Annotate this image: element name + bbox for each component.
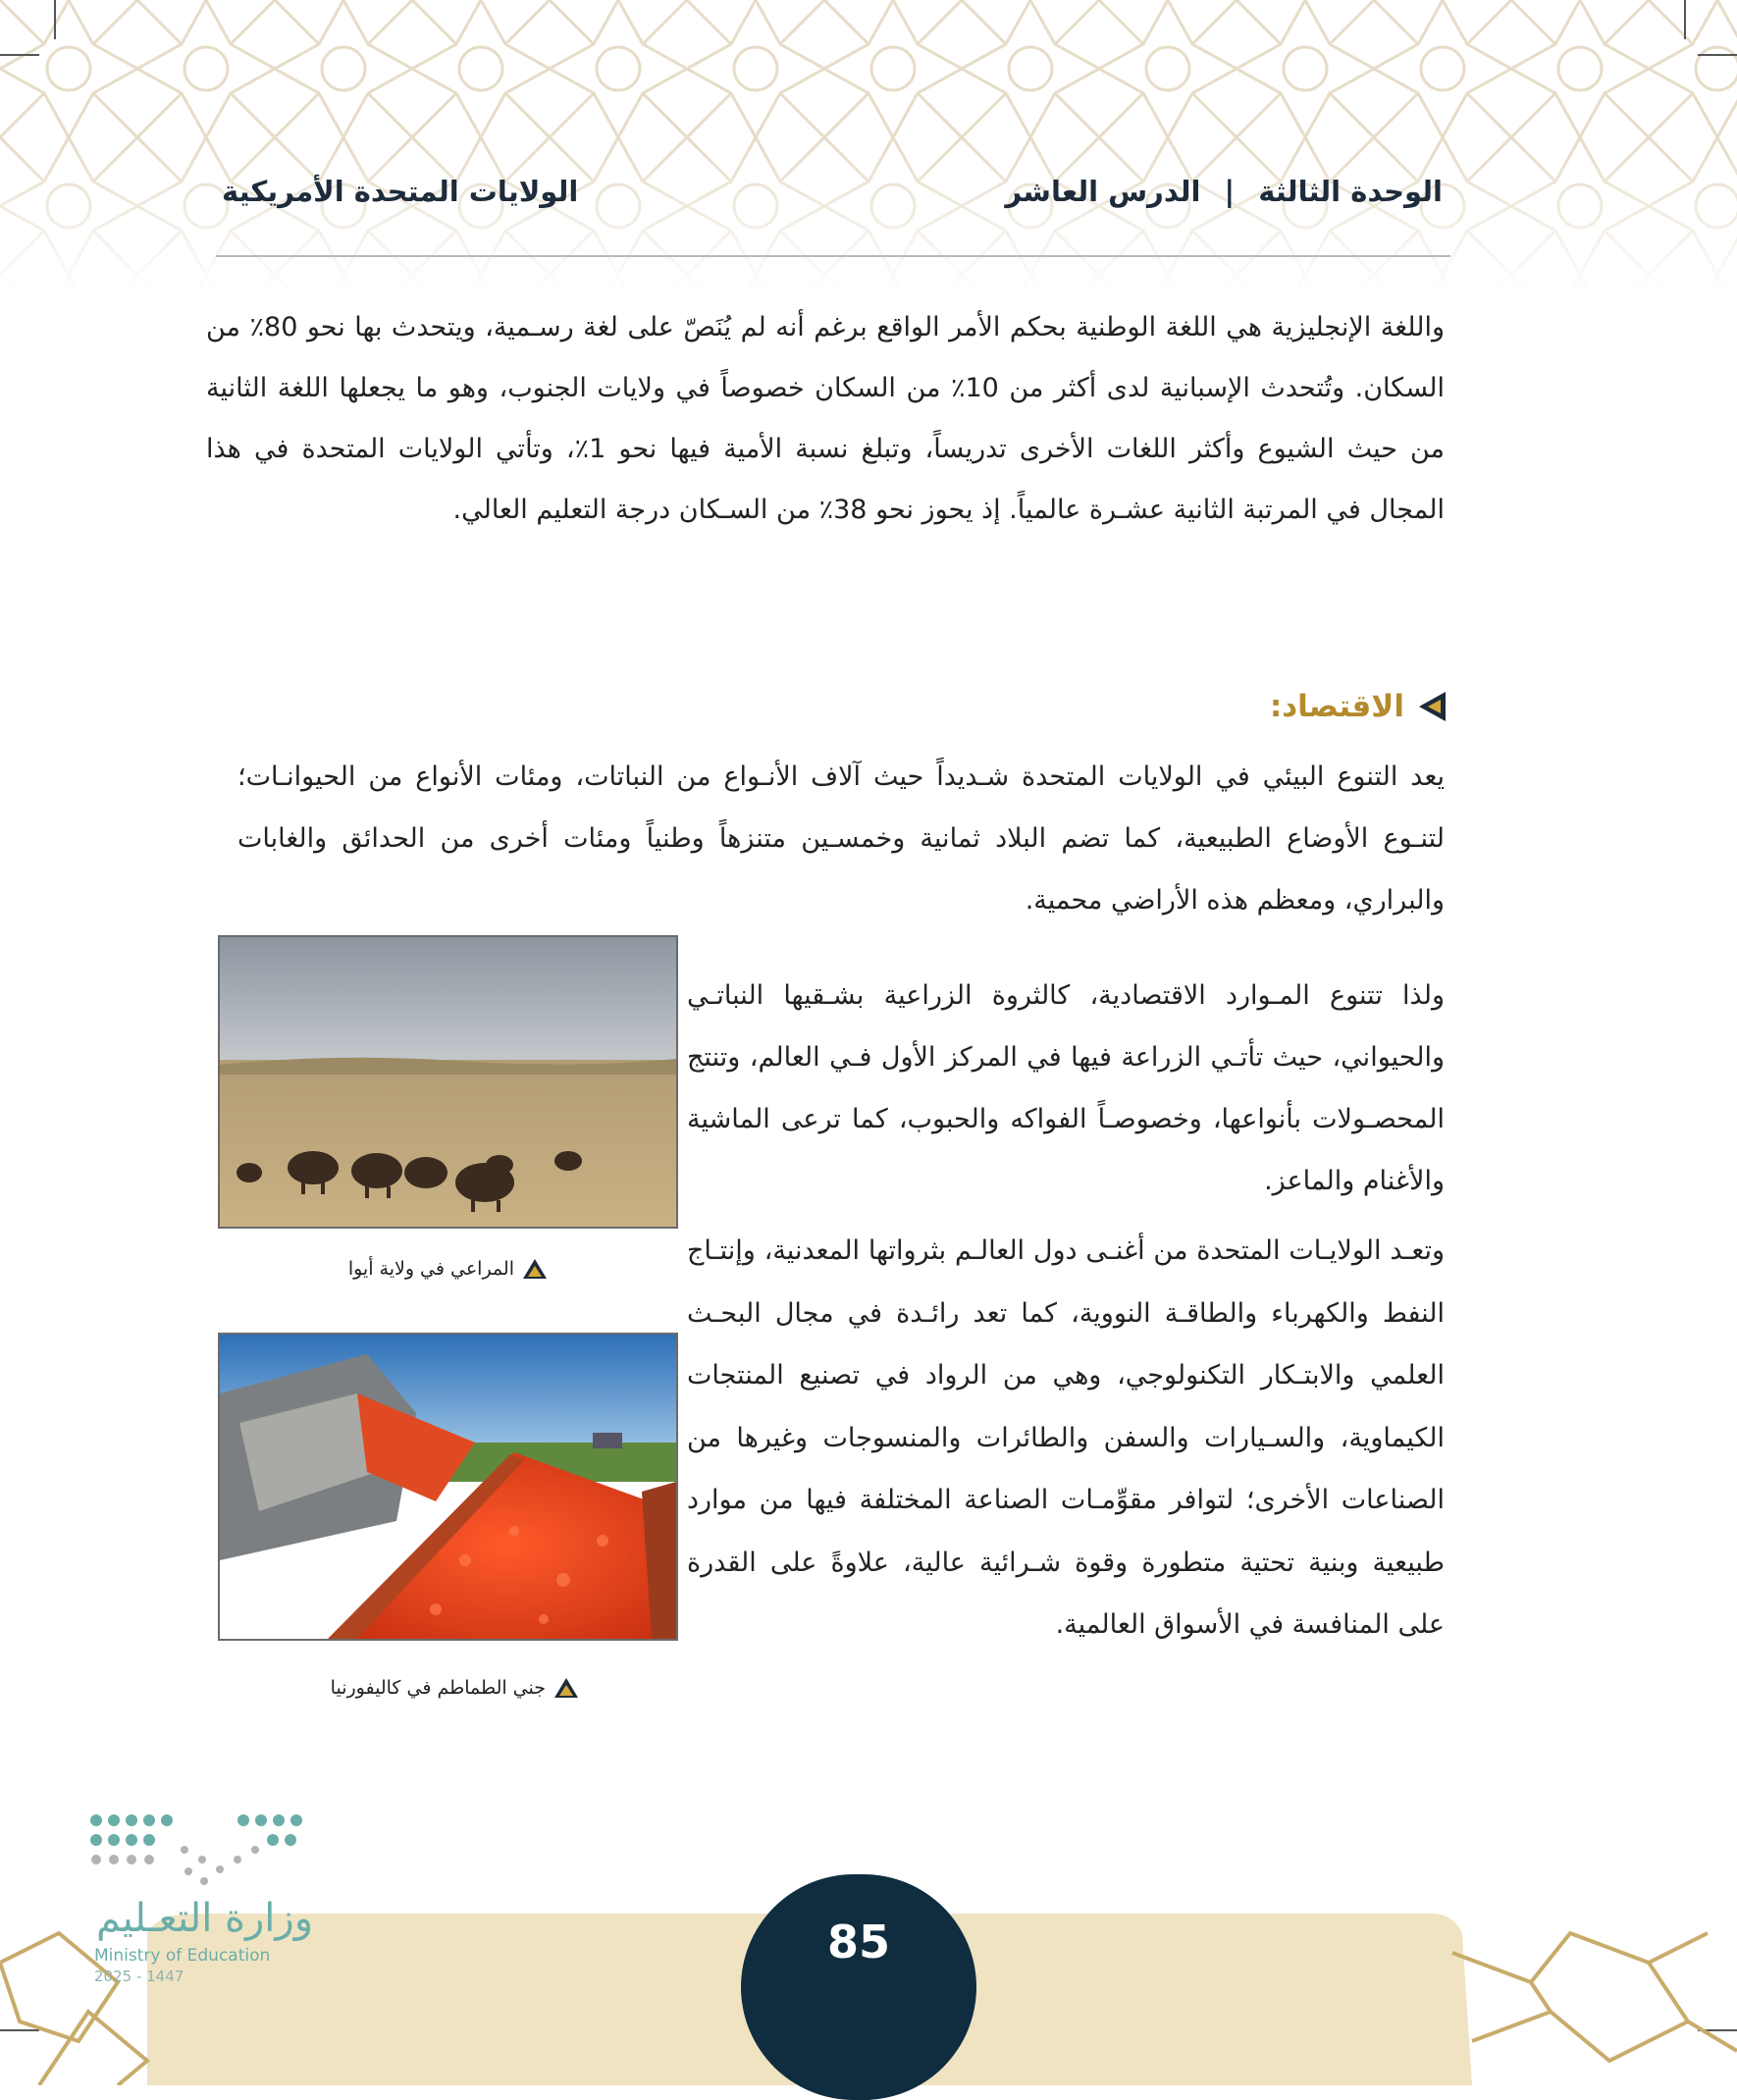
page-number-badge — [741, 1874, 976, 2100]
paragraph-languages: واللغة الإنجليزية هي اللغة الوطنية بحكم الأمر الواقع برغم أنه لم يُنَصّ على لغة رسـمية، ويتحدث بها نحو 80٪ من السكان. وتُتحدث الإسبانية لدى أكثر من 10٪ من السكان خصوصاً في ولايات الجنوب، وهو ما يجعلها اللغة الثانية من حيث الشيوع وأكثر اللغات الأخرى تدريساً، وتبلغ نسبة الأمية فيها نحو 1٪، وتأتي الولايات المتحدة في هذا المجال في المرتبة الثانية عشـرة عالمياً. إذ يحوز نحو 38٪ من السـكان درجة التعليم العالي. — [206, 312, 1446, 525]
section-heading — [1270, 689, 1448, 724]
caption-california-text: جني الطماطم في كاليفورنيا — [330, 1677, 546, 1699]
header-divider — [216, 255, 1450, 257]
caption-iowa-text: المراعي في ولاية أيوا — [347, 1258, 514, 1280]
top-decorative-pattern — [0, 0, 1737, 294]
section-title: الاقتصاد: — [1269, 689, 1404, 724]
header-title: الولايات المتحدة الأمريكية — [222, 175, 579, 208]
crop-mark — [1684, 0, 1686, 39]
ministry-name-english: Ministry of Education — [94, 1946, 271, 1966]
crop-mark — [1698, 54, 1737, 56]
caption-triangle-icon — [553, 1677, 579, 1699]
page-header — [216, 175, 1443, 222]
caption-iowa — [348, 1258, 548, 1280]
photo-california-tomatoes — [218, 1333, 678, 1641]
header-unit: الوحدة الثالثة — [1258, 175, 1443, 208]
ministry-name-arabic: وزارة التعـليم — [96, 1896, 314, 1941]
caption-california — [331, 1677, 579, 1699]
header-lesson: الدرس العاشر — [1005, 175, 1201, 208]
ministry-dots-icon — [86, 1811, 322, 1899]
page-number: 85 — [826, 1916, 890, 1969]
header-separator: | — [1224, 175, 1236, 208]
header-unit-lesson — [1005, 175, 1443, 208]
section-arrow-icon — [1416, 690, 1448, 723]
caption-triangle-icon — [522, 1258, 548, 1280]
photo-iowa-pastures — [218, 935, 678, 1229]
crop-mark — [0, 54, 39, 56]
paragraph-industry: وتعـد الولايـات المتحدة من أغنـى دول العالـم بثرواتها المعدنية، وإنتـاج النفط والكهرباء والطاقـة النووية، كما تعد رائـدة في مجال البحـث العلمي والابتـكار التكنولوجي، وهي من الرواد في تصنيع المنتجات الكيماوية، والسـيارات والسفن والطائرات والمنسوجات وغيرها من الصناعات الأخرى؛ لتوافر مقوِّمـات الصناعة المختلفة فيها من موارد طبيعية وبنية تحتية متطورة وقوة شـرائية عالية، علاوةً على القدرة على المنافسة في الأسواق العالمية. — [687, 1235, 1445, 1640]
paragraph-agriculture: ولذا تتنوع المـوارد الاقتصادية، كالثروة الزراعية بشـقيها النباتـي والحيواني، حيث تأتـي الزراعة فيها في المركز الأول فـي العالم، وتنتج المحصـولات بأنواعها، وخصوصـاً الفواكه والحبوب، كما ترعى الماشية والأغنام والماعز. — [687, 980, 1445, 1196]
ministry-year: 2025 - 1447 — [94, 1968, 184, 1985]
paragraph-biodiversity: يعد التنوع البيئي في الولايات المتحدة شـديداً حيث آلاف الأنـواع من النباتات، ومئات الأنواع من الحيوانـات؛ لتنـوع الأوضاع الطبيعية، كما تضم البلاد ثمانية وخمسـين متنزهاً وطنياً ومئات أخرى من الحدائق والغابات والبراري، ومعظم هذه الأراضي محمية. — [237, 761, 1445, 916]
crop-mark — [54, 0, 56, 39]
